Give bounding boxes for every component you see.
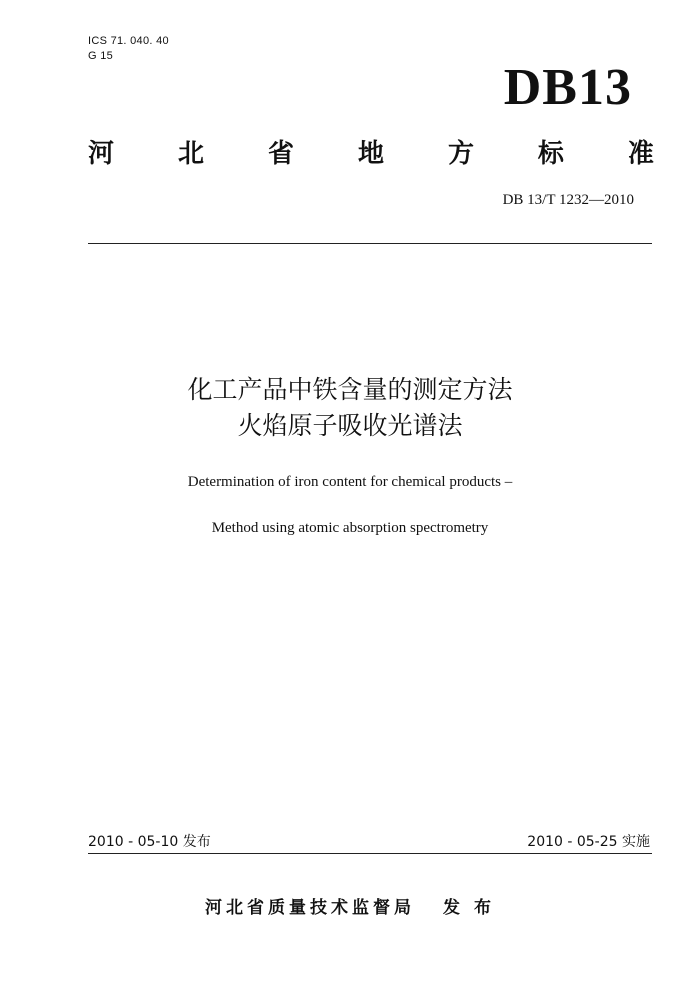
standard-type-char: 北 — [177, 139, 204, 169]
effective-date: 2010 - 05-25 实施 — [527, 834, 650, 850]
standard-type-char: 地 — [357, 139, 384, 169]
chinese-title-line-2: 火焰原子吸收光谱法 — [237, 411, 463, 440]
standard-type-char: 省 — [267, 139, 294, 169]
standard-mark: DB13 — [503, 59, 632, 116]
issue-label: 发 布 — [443, 898, 495, 918]
issue-date: 2010 - 05-10 发布 — [88, 834, 211, 850]
header-divider — [88, 243, 652, 244]
category-code: G 15 — [88, 50, 114, 62]
english-title-line-1: Determination of iron content for chemical products – — [187, 474, 513, 490]
footer-divider — [88, 853, 652, 854]
chinese-title — [0, 372, 700, 444]
english-title — [0, 472, 700, 538]
ics-code: ICS 71. 040. 40 — [88, 35, 169, 47]
standard-type — [88, 137, 654, 171]
standard-number: DB 13/T 1232—2010 — [502, 192, 634, 208]
standard-type-char: 准 — [627, 139, 654, 169]
issuing-authority: 河北省质量技术监督局 — [205, 898, 416, 918]
issuer-line — [0, 897, 700, 919]
standard-type-char: 方 — [447, 139, 474, 169]
english-title-line-2: Method using atomic absorption spectrometry — [211, 520, 489, 536]
standard-type-char: 标 — [537, 139, 564, 169]
standard-type-char: 河 — [88, 139, 115, 169]
classification-codes — [88, 34, 169, 64]
chinese-title-line-1: 化工产品中铁含量的测定方法 — [187, 375, 513, 404]
